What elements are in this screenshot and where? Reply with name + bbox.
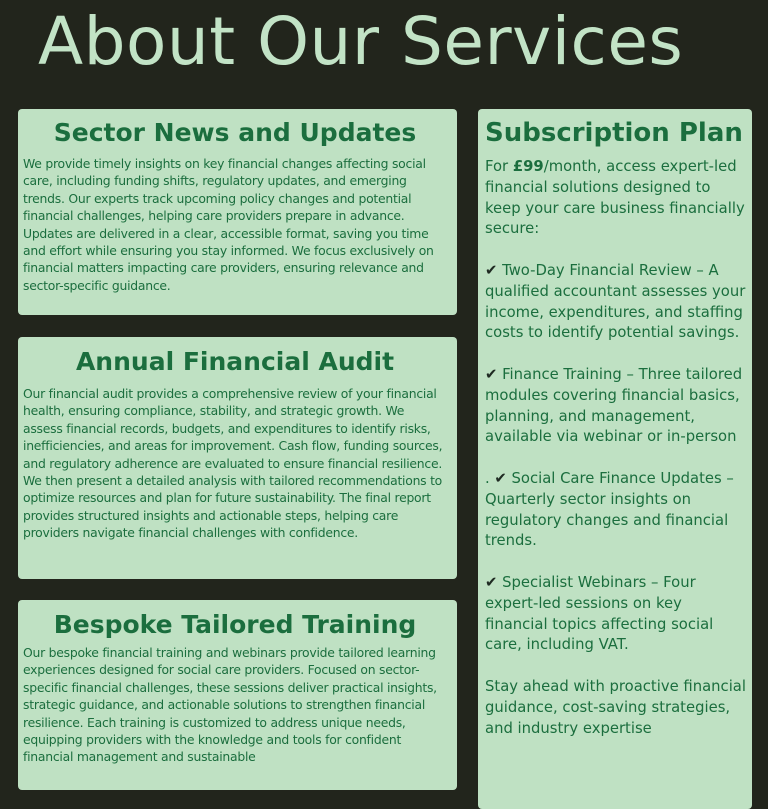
plan-item-prefix: .	[485, 469, 495, 487]
card-body: We provide timely insights on key financial changes affecting social care, including funding shifts, regulatory updates, and emerging trends. Our experts track upcoming policy changes and potential financial challenges, helping care providers prepare in advance. Updates are delivered in a clear, accessible format, saving you time and effort while ensuring you stay informed. We focus exclusively on financial matters impacting care providers, ensuring relevance and sector-specific guidance.	[23, 156, 434, 293]
card-title: Annual Financial Audit	[75, 347, 395, 376]
card-body: Our financial audit provides a comprehensive review of your financial health, ensuring compliance, stability, and strategic growth. We assess financial records, budgets, and expenditures to identify risks, inefficiencies, and areas for improvement. Cash flow, funding sources, and regulatory adherence are evaluated to ensure financial resilience. We then present a detailed analysis with tailored recommendations to optimize resources and plan for future sustainability. The final report provides structured insights and actionable steps, helping care providers navigate financial challenges with confidence.	[23, 386, 443, 541]
plan-body	[485, 157, 746, 739]
subscription-plan-card	[478, 109, 752, 809]
page-title: About Our Services	[38, 3, 684, 80]
plan-item-text: Finance Training – Three tailored modules covering financial basics, planning, and management, available via webinar or in-person	[485, 365, 743, 446]
plan-item-webinars	[485, 573, 746, 656]
bespoke-training-card	[18, 600, 457, 790]
plan-item-text: Two-Day Financial Review – A qualified accountant assesses your income, expenditures, and staffing costs to identify potential savings.	[485, 261, 746, 342]
plan-item-review	[485, 261, 746, 344]
plan-item-training	[485, 365, 746, 448]
card-body: Our bespoke financial training and webinars provide tailored learning experiences designed for social care providers. Focused on sector-specific financial challenges, these sessions deliver practical insights, strategic guidance, and actionable solutions to strengthen financial resilience. Each training is customized to address unique needs, equipping providers with the knowledge and tools for confident financial management and sustainable	[23, 645, 437, 765]
checkmark-icon: ✔	[485, 365, 498, 383]
plan-closing: Stay ahead with proactive financial guidance, cost-saving strategies, and industry expertise	[485, 677, 746, 737]
annual-audit-card	[18, 337, 457, 579]
plan-intro-rest: /month, access expert-led financial solutions designed to keep your care business financially secure:	[485, 158, 745, 238]
plan-title: Subscription Plan	[485, 118, 743, 148]
checkmark-icon: ✔	[494, 469, 507, 487]
checkmark-icon: ✔	[485, 261, 498, 279]
card-title: Sector News and Updates	[53, 118, 417, 147]
plan-item-text: Specialist Webinars – Four expert-led sessions on key financial topics affecting social care, including VAT.	[485, 573, 714, 654]
plan-intro-lead: For	[485, 158, 513, 175]
plan-intro	[485, 157, 746, 240]
plan-item-text: Social Care Finance Updates – Quarterly sector insights on regulatory changes and financial trends.	[485, 469, 734, 550]
sector-news-card	[18, 109, 457, 315]
card-title: Bespoke Tailored Training	[53, 610, 417, 639]
checkmark-icon: ✔	[485, 573, 498, 591]
plan-item-updates	[485, 469, 746, 552]
plan-price: £99	[512, 158, 544, 175]
